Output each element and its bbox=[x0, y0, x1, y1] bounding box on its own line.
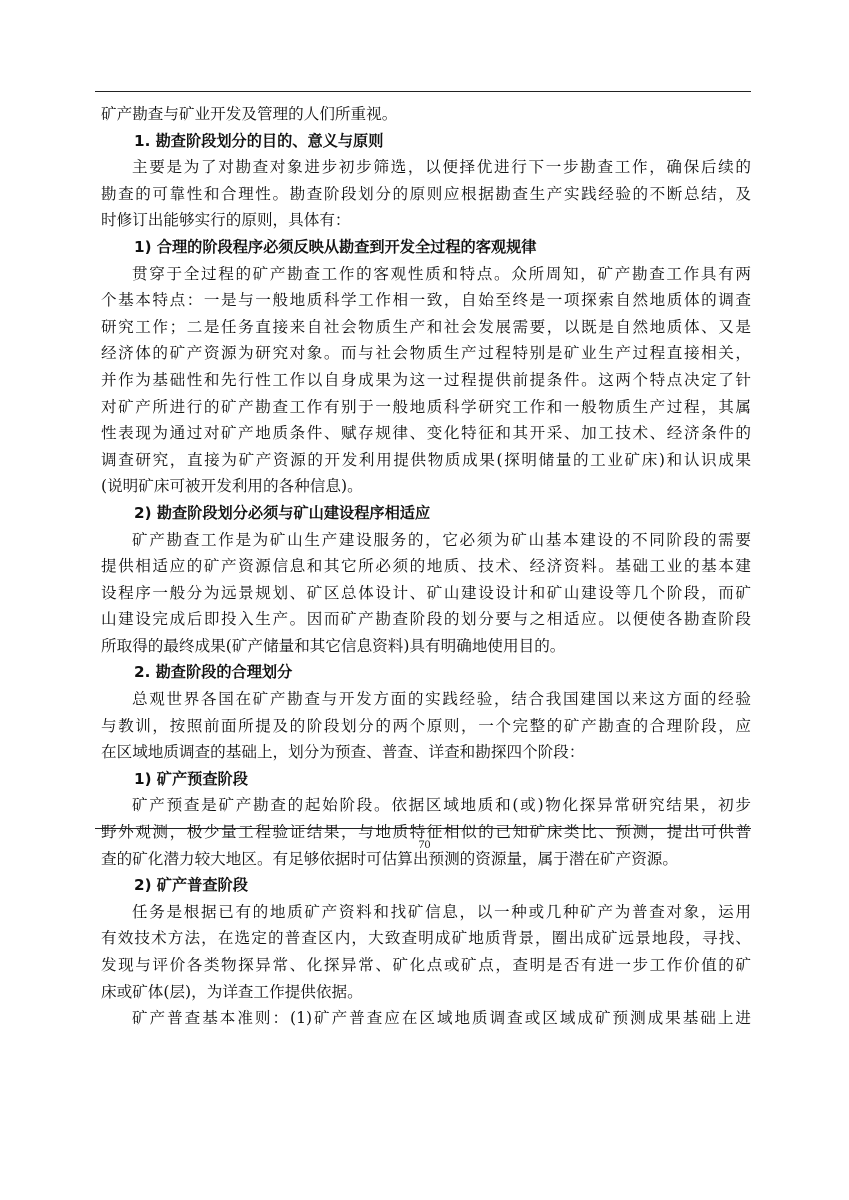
page-body bbox=[101, 101, 751, 1032]
section-heading: 2. 勘查阶段的合理划分 bbox=[134, 663, 293, 682]
text-line: 个基本特点：一是与一般地质科学工作相一致，自始至终是一项探索自然地质体的调查 bbox=[101, 291, 751, 310]
text-line: (说明矿床可被开发利用的各种信息)。 bbox=[101, 477, 363, 496]
text-line: 与教训，按照前面所提及的阶段划分的两个原则，一个完整的矿产勘查的合理阶段，应 bbox=[101, 716, 751, 735]
page-number: 70 bbox=[418, 837, 431, 851]
text-line: 总观世界各国在矿产勘查与开发方面的实践经验，结合我国建国以来这方面的经验 bbox=[132, 690, 751, 709]
text-line: 贯穿于全过程的矿产勘查工作的客观性质和特点。众所周知，矿产勘查工作具有两 bbox=[132, 264, 751, 283]
header-rule bbox=[95, 91, 751, 92]
text-line: 调查研究，直接为矿产资源的开发利用提供物质成果(探明储量的工业矿床)和认识成果 bbox=[101, 450, 751, 469]
text-line: 提供相适应的矿产资源信息和其它所必须的地质、技术、经济资料。基础工业的基本建 bbox=[101, 557, 751, 576]
text-line: 任务是根据已有的地质矿产资料和找矿信息，以一种或几种矿产为普查对象，运用 bbox=[132, 902, 751, 921]
text-line: 勘查的可靠性和合理性。勘查阶段划分的原则应根据勘查生产实践经验的不断总结，及 bbox=[101, 184, 751, 203]
text-line: 山建设完成后即投入生产。因而矿产勘查阶段的划分要与之相适应。以便使各勘查阶段 bbox=[101, 610, 751, 629]
text-line: 野外观测，极少量工程验证结果，与地质特征相似的已知矿床类比、预测，提出可供普 bbox=[101, 823, 751, 842]
text-line: 并作为基础性和先行性工作以自身成果为这一过程提供前提条件。这两个特点决定了针 bbox=[101, 370, 751, 389]
text-line: 设程序一般分为远景规划、矿区总体设计、矿山建设设计和矿山建设等几个阶段，而矿 bbox=[101, 583, 751, 602]
section-heading: 2) 勘查阶段划分必须与矿山建设程序相适应 bbox=[134, 503, 431, 522]
text-line: 所取得的最终成果(矿产储量和其它信息资料)具有明确地使用目的。 bbox=[101, 636, 566, 655]
text-line: 矿产勘查工作是为矿山生产建设服务的，它必须为矿山基本建设的不同阶段的需要 bbox=[132, 530, 751, 549]
text-line: 性表现为通过对矿产地质条件、赋存规律、变化特征和其开采、加工技术、经济条件的 bbox=[101, 424, 751, 443]
text-line: 经济体的矿产资源为研究对象。而与社会物质生产过程特别是矿业生产过程直接相关， bbox=[101, 344, 751, 363]
section-heading: 1) 合理的阶段程序必须反映从勘查到开发全过程的客观规律 bbox=[134, 237, 537, 256]
text-line: 在区域地质调查的基础上，划分为预查、普查、详查和勘探四个阶段： bbox=[101, 743, 585, 762]
text-line: 矿产预查是矿产勘查的起始阶段。依据区域地质和(或)物化探异常研究结果，初步 bbox=[132, 796, 751, 815]
footer-rule bbox=[95, 828, 751, 829]
text-line: 矿产普查基本准则：(1)矿产普查应在区域地质调查或区域成矿预测成果基础上进 bbox=[132, 1009, 751, 1028]
text-line: 有效技术方法，在选定的普查区内，大致查明成矿地质背景，圈出成矿远景地段，寻找、 bbox=[101, 929, 751, 948]
text-line: 研究工作；二是任务直接来自社会物质生产和社会发展需要，以既是自然地质体、又是 bbox=[101, 317, 751, 336]
text-line: 查的矿化潜力较大地区。有足够依据时可估算出预测的资源量，属于潜在矿产资源。 bbox=[101, 849, 678, 868]
text-line: 床或矿体(层)，为详查工作提供依据。 bbox=[101, 982, 363, 1001]
text-line: 时修订出能够实行的原则，具体有： bbox=[101, 211, 351, 230]
text-line: 发现与评价各类物探异常、化探异常、矿化点或矿点，查明是否有进一步工作价值的矿 bbox=[101, 956, 751, 974]
text-line: 对矿产所进行的矿产勘查工作有别于一般地质科学研究工作和一般物质生产过程，其属 bbox=[101, 397, 751, 416]
section-heading: 1. 勘查阶段划分的目的、意义与原则 bbox=[134, 131, 384, 150]
section-heading: 1) 矿产预查阶段 bbox=[134, 769, 248, 788]
section-heading: 2) 矿产普查阶段 bbox=[134, 876, 248, 895]
text-line: 主要是为了对勘查对象进步初步筛选，以便择优进行下一步勘查工作，确保后续的 bbox=[132, 158, 751, 177]
text-line: 矿产勘查与矿业开发及管理的人们所重视。 bbox=[101, 105, 398, 123]
